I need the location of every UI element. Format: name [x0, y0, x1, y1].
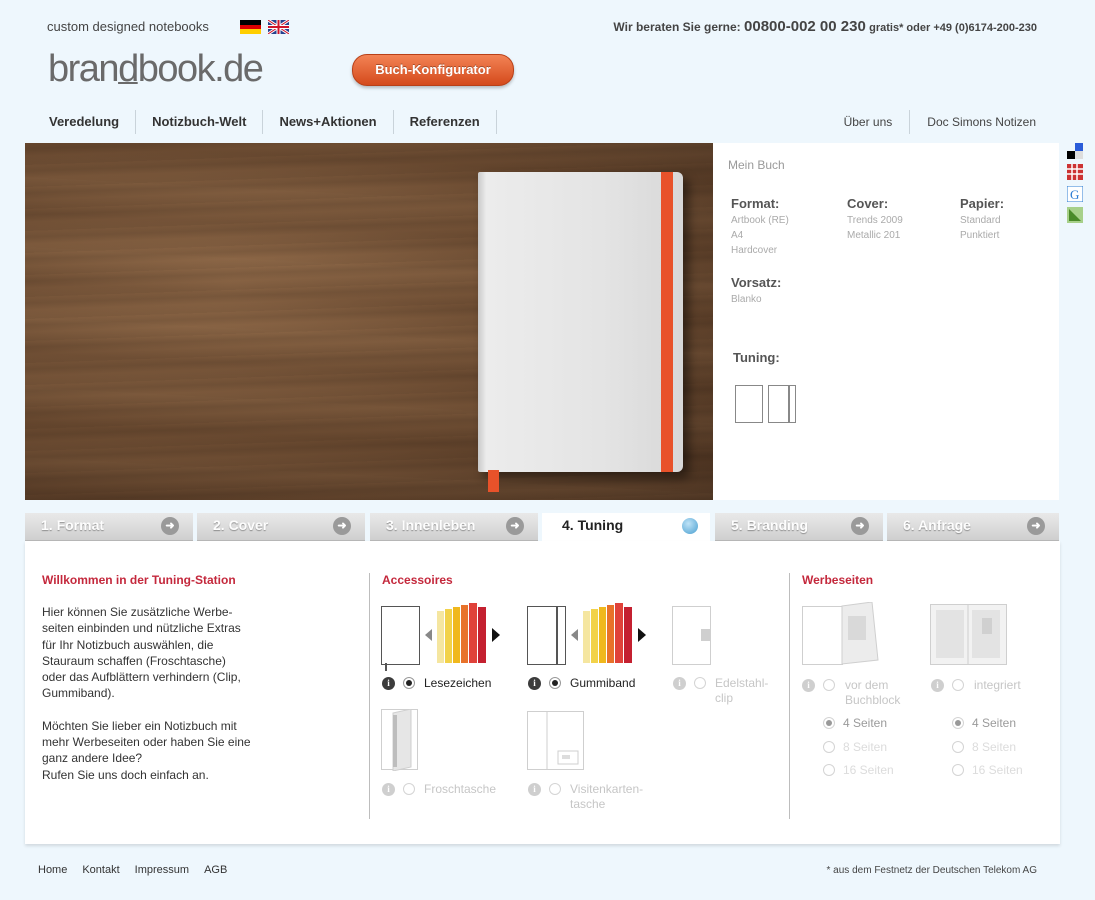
intro-text: Hier können Sie zusätzliche Werbe- seiten einbinden und nützliche Extras für Ihr Notizbuch auswählen, die Stauraum schaffen (Froschtasche) oder das Aufblättern verhindern (Clip, Gummiband). Möchten Sie lieber ein Notizbuch mit mehr Werbeseiten oder haben Sie eine ganz andere Idee? Rufen Sie uns doch einfach an.: [42, 605, 251, 782]
elastic-band: [661, 172, 673, 472]
svg-text:G: G: [1070, 187, 1080, 202]
pages-before-block-icon: [802, 602, 882, 666]
left-8-seiten-label: 8 Seiten: [843, 740, 888, 754]
arrow-right-icon: ➜: [1027, 517, 1045, 535]
tab-format[interactable]: 1. Format ➜: [25, 513, 193, 541]
card-pocket-notebook-icon: [527, 711, 585, 771]
vorsatz-values: Blanko: [731, 294, 762, 305]
gummiband-label: Gummiband: [570, 676, 636, 690]
info-icon[interactable]: i: [382, 783, 395, 796]
uk-flag-icon[interactable]: [268, 20, 289, 34]
nav-item-notizbuch-welt[interactable]: Notizbuch-Welt: [136, 110, 263, 134]
phone-hotline: Wir beraten Sie gerne: 00800-002 00 230 gratis* oder +49 (0)6174-200-230: [613, 18, 1037, 35]
tab-cover[interactable]: 2. Cover ➜: [197, 513, 365, 541]
arrow-right-icon: ➜: [333, 517, 351, 535]
notebook-preview-image: [478, 172, 683, 472]
nav-item-doc-simons[interactable]: Doc Simons Notizen: [927, 115, 1036, 129]
edelstahlclip-label: Edelstahl- clip: [715, 676, 769, 705]
info-icon[interactable]: i: [528, 783, 541, 796]
secondary-nav: [827, 110, 1049, 134]
left-16-seiten-label: 16 Seiten: [843, 763, 894, 777]
vorsatz-label: Vorsatz:: [731, 275, 782, 290]
accessoires-heading: Accessoires: [382, 573, 453, 587]
steel-clip-notebook-icon: [672, 606, 711, 665]
info-icon[interactable]: i: [673, 677, 686, 690]
format-label: Format:: [731, 196, 780, 211]
brandbook-logo[interactable]: brandbook.de: [48, 48, 263, 90]
integriert-radio[interactable]: [952, 679, 964, 691]
froschtasche-radio[interactable]: [403, 783, 415, 795]
footer-link-kontakt[interactable]: Kontakt: [82, 864, 120, 876]
info-icon[interactable]: i: [802, 679, 815, 692]
vor-dem-buchblock-radio[interactable]: [823, 679, 835, 691]
elastic-notebook-icon: [527, 606, 566, 665]
footer-link-home[interactable]: Home: [38, 864, 68, 876]
configurator-button[interactable]: Buch-Konfigurator: [352, 54, 514, 86]
bookmark-color-swatches[interactable]: [437, 603, 487, 663]
bookmark-ribbon: [488, 470, 499, 492]
delicious-icon[interactable]: [1067, 143, 1083, 159]
frog-pocket-notebook-icon: [381, 709, 437, 771]
color-next-icon[interactable]: [638, 628, 646, 642]
color-prev-icon[interactable]: [425, 629, 432, 641]
left-4-seiten-label: 4 Seiten: [843, 716, 888, 730]
tuning-bookmark-icon: [735, 385, 763, 423]
right-8-seiten-label: 8 Seiten: [972, 740, 1017, 754]
integriert-label: integriert: [974, 678, 1021, 692]
tagline: custom designed notebooks: [47, 19, 209, 34]
footer-link-agb[interactable]: AGB: [204, 864, 228, 876]
column-divider: [369, 573, 370, 819]
paper-values: Standard Punktiert: [960, 215, 1001, 241]
left-4-seiten-radio[interactable]: [823, 717, 835, 729]
right-8-seiten-radio[interactable]: [952, 741, 964, 753]
visitenkartentasche-radio[interactable]: [549, 783, 561, 795]
phone-number: 00800-002 00 230: [744, 18, 866, 35]
main-nav: [36, 110, 497, 134]
bookmark-notebook-icon: [381, 606, 420, 665]
cover-values: Trends 2009 Metallic 201: [847, 215, 903, 241]
nav-item-veredelung[interactable]: Veredelung: [36, 110, 136, 134]
froschtasche-label: Froschtasche: [424, 782, 497, 796]
gummiband-radio[interactable]: [549, 677, 561, 689]
arrow-right-icon: ➜: [851, 517, 869, 535]
edelstahlclip-radio[interactable]: [694, 677, 706, 689]
right-4-seiten-radio[interactable]: [952, 717, 964, 729]
cover-label: Cover:: [847, 196, 889, 211]
info-icon[interactable]: i: [528, 677, 541, 690]
left-16-seiten-radio[interactable]: [823, 764, 835, 776]
werbeseiten-heading: Werbeseiten: [802, 573, 874, 587]
lesezeichen-label: Lesezeichen: [424, 676, 492, 690]
right-16-seiten-radio[interactable]: [952, 764, 964, 776]
bookmark-share-icon[interactable]: [1067, 207, 1083, 223]
google-bookmark-icon[interactable]: [1067, 186, 1083, 202]
arrow-right-icon: ➜: [506, 517, 524, 535]
left-8-seiten-radio[interactable]: [823, 741, 835, 753]
color-next-icon[interactable]: [492, 628, 500, 642]
visitenkartentasche-label: Visitenkarten- tasche: [570, 782, 644, 811]
paper-label: Papier:: [960, 196, 1005, 211]
tuning-label: Tuning:: [733, 350, 780, 365]
german-flag-icon[interactable]: [240, 20, 261, 34]
tuning-elastic-icon: [768, 385, 796, 423]
footer-link-impressum[interactable]: Impressum: [134, 864, 190, 876]
tab-innenleben[interactable]: 3. Innenleben ➜: [370, 513, 538, 541]
tab-anfrage[interactable]: 6. Anfrage ➜: [887, 513, 1059, 541]
footer-nav: [38, 864, 227, 876]
summary-title: Mein Buch: [728, 158, 785, 172]
nav-item-news-aktionen[interactable]: News+Aktionen: [263, 110, 393, 134]
nav-item-ueber-uns[interactable]: Über uns: [827, 110, 911, 134]
arrow-right-icon: ➜: [161, 517, 179, 535]
tab-branding[interactable]: 5. Branding ➜: [715, 513, 883, 541]
elastic-color-swatches[interactable]: [583, 603, 633, 663]
column-divider: [789, 573, 790, 819]
info-icon[interactable]: i: [931, 679, 944, 692]
color-prev-icon[interactable]: [571, 629, 578, 641]
format-values: Artbook (RE) A4 Hardcover: [731, 215, 789, 256]
footnote: * aus dem Festnetz der Deutschen Telekom AG: [826, 865, 1037, 876]
grid-share-icon[interactable]: [1067, 164, 1083, 180]
right-4-seiten-label: 4 Seiten: [972, 716, 1017, 730]
vor-dem-buchblock-label: vor dem Buchblock: [845, 678, 901, 707]
tab-tuning[interactable]: 4. Tuning: [542, 513, 710, 541]
info-icon[interactable]: i: [382, 677, 395, 690]
pages-integrated-icon: [930, 604, 1010, 666]
intro-heading: Willkommen in der Tuning-Station: [42, 573, 236, 587]
nav-item-referenzen[interactable]: Referenzen: [394, 110, 497, 134]
right-16-seiten-label: 16 Seiten: [972, 763, 1023, 777]
active-step-icon: [682, 518, 698, 534]
lesezeichen-radio[interactable]: [403, 677, 415, 689]
